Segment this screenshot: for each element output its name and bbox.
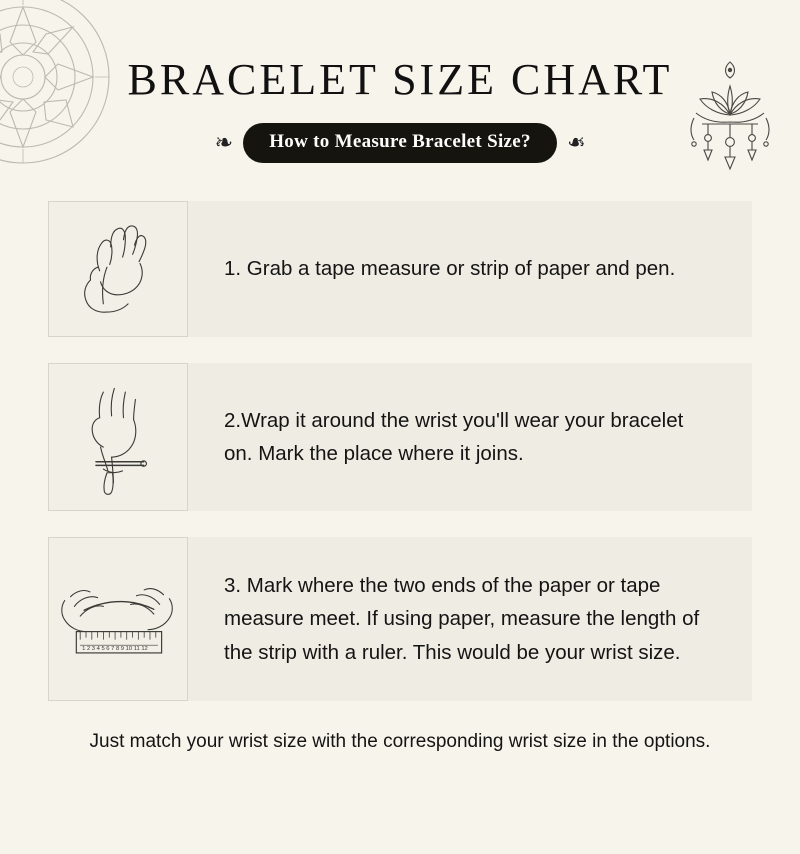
steps-list [48, 201, 752, 701]
hand-wrapping-tape-around-wrist-illustration [48, 363, 188, 511]
hands-measuring-strip-with-ruler-illustration [48, 537, 188, 701]
subtitle-badge: How to Measure Bracelet Size? [243, 123, 557, 163]
footer-note: Just match your wrist size with the corresponding wrist size in the options. [89, 731, 711, 752]
list-item [48, 201, 752, 337]
step-text: 3. Mark where the two ends of the paper or tape measure meet. If using paper, measure the length of the strip with a ruler. This would be your wrist size. [224, 574, 700, 664]
list-item [48, 363, 752, 511]
flourish-left-icon: ❧ [214, 128, 234, 157]
step-text: 1. Grab a tape measure or strip of paper and pen. [224, 257, 676, 281]
flourish-right-icon: ❧ [566, 128, 586, 157]
page-title: BRACELET SIZE CHART [127, 55, 673, 104]
svg-text:1 2 3 4 5 6 7 8 9 10 11 12: 1 2 3 4 5 6 7 8 9 10 11 12 [82, 646, 148, 653]
hand-with-tape-measure-illustration [48, 201, 188, 337]
list-item [48, 537, 752, 701]
subtitle-row [0, 123, 800, 163]
step-text: 2.Wrap it around the wrist you'll wear your bracelet on. Mark the place where it joins. [224, 408, 684, 465]
